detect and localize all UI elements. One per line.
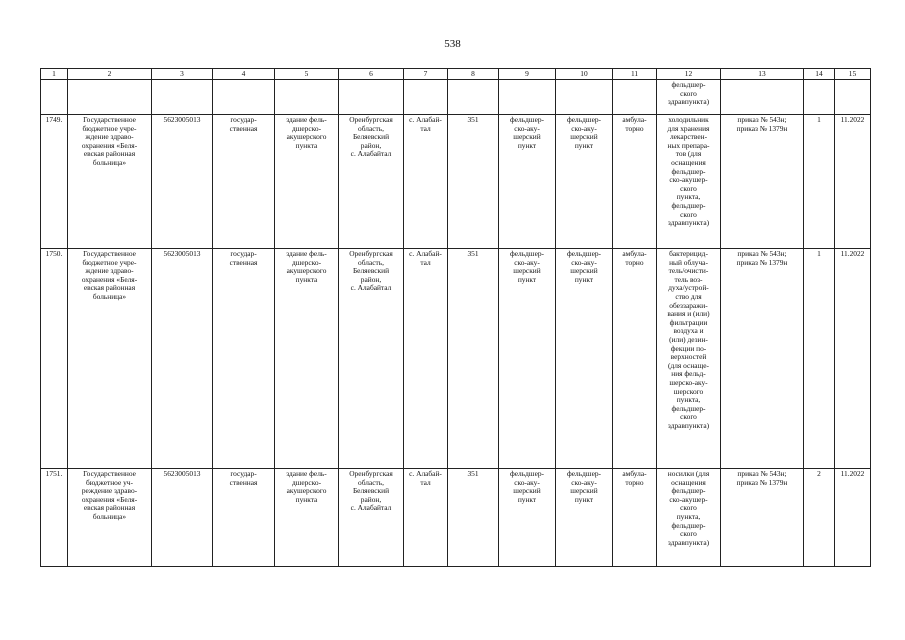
division: фельдшер- ско-аку- шерский пункт bbox=[499, 249, 556, 469]
table-row bbox=[41, 249, 871, 469]
table-row bbox=[41, 469, 871, 567]
empty-cell bbox=[68, 80, 152, 115]
empty-cell bbox=[613, 80, 657, 115]
row-number: 1750. bbox=[41, 249, 68, 469]
empty-cell bbox=[721, 80, 804, 115]
column-number: 1 bbox=[41, 69, 68, 80]
column-number: 7 bbox=[404, 69, 448, 80]
care-type: амбула- торно bbox=[613, 249, 657, 469]
order-reference: приказ № 543н; приказ № 1379н bbox=[721, 469, 804, 567]
building-type: здание фель- дшерско- акушерского пункта bbox=[275, 115, 339, 249]
care-type: амбула- торно bbox=[613, 115, 657, 249]
empty-cell bbox=[404, 80, 448, 115]
order-reference: приказ № 543н; приказ № 1379н bbox=[721, 249, 804, 469]
code: 351 bbox=[448, 249, 499, 469]
ownership-form: государ- ственная bbox=[213, 469, 275, 567]
empty-cell bbox=[448, 80, 499, 115]
tax-id: 5623005013 bbox=[152, 469, 213, 567]
quantity: 1 bbox=[804, 115, 835, 249]
organization-name: Государственное бюджетное учре- ждение здраво- охранения «Беля- евская районная больница» bbox=[68, 249, 152, 469]
column-number: 11 bbox=[613, 69, 657, 80]
empty-cell bbox=[213, 80, 275, 115]
column-number: 12 bbox=[657, 69, 721, 80]
equipment: носилки (для оснащения фельдшер- ско-акушер- ского пункта, фельдшер- ского здравпункта) bbox=[657, 469, 721, 567]
quantity: 1 bbox=[804, 249, 835, 469]
empty-cell bbox=[339, 80, 404, 115]
column-number: 14 bbox=[804, 69, 835, 80]
date: 11.2022 bbox=[835, 469, 871, 567]
settlement: с. Алабай- тал bbox=[404, 469, 448, 567]
division: фельдшер- ско-аку- шерский пункт bbox=[499, 115, 556, 249]
register-table bbox=[40, 68, 871, 567]
quantity: 2 bbox=[804, 469, 835, 567]
organization-name: Государственное бюджетное уч- реждение здраво- охранения «Беля- евская районная больница» bbox=[68, 469, 152, 567]
date: 11.2022 bbox=[835, 249, 871, 469]
page-number: 538 bbox=[444, 38, 461, 50]
ownership-form: государ- ственная bbox=[213, 115, 275, 249]
settlement: с. Алабай- тал bbox=[404, 249, 448, 469]
care-type: амбула- торно bbox=[613, 469, 657, 567]
column-number: 2 bbox=[68, 69, 152, 80]
address: Оренбургская область, Беляевский район, с. Алабайтал bbox=[339, 469, 404, 567]
ownership-form: государ- ственная bbox=[213, 249, 275, 469]
code: 351 bbox=[448, 469, 499, 567]
tax-id: 5623005013 bbox=[152, 115, 213, 249]
date: 11.2022 bbox=[835, 115, 871, 249]
equipment-continuation-cell: фельдшер- ского здравпункта) bbox=[657, 80, 721, 115]
table-row bbox=[41, 115, 871, 249]
empty-cell bbox=[835, 80, 871, 115]
empty-cell bbox=[804, 80, 835, 115]
settlement: с. Алабай- тал bbox=[404, 115, 448, 249]
empty-cell bbox=[152, 80, 213, 115]
unit: фельдшер- ско-аку- шерский пункт bbox=[556, 469, 613, 567]
empty-cell bbox=[275, 80, 339, 115]
order-reference: приказ № 543н; приказ № 1379н bbox=[721, 115, 804, 249]
column-number: 13 bbox=[721, 69, 804, 80]
building-type: здание фель- дшерско- акушерского пункта bbox=[275, 249, 339, 469]
unit: фельдшер- ско-аку- шерский пункт bbox=[556, 249, 613, 469]
empty-cell bbox=[499, 80, 556, 115]
column-number: 10 bbox=[556, 69, 613, 80]
code: 351 bbox=[448, 115, 499, 249]
column-number: 8 bbox=[448, 69, 499, 80]
division: фельдшер- ско-аку- шерский пункт bbox=[499, 469, 556, 567]
continuation-row bbox=[41, 80, 871, 115]
address: Оренбургская область, Беляевский район, с. Алабайтал bbox=[339, 249, 404, 469]
column-number: 4 bbox=[213, 69, 275, 80]
building-type: здание фель- дшерско- акушерского пункта bbox=[275, 469, 339, 567]
row-number: 1751. bbox=[41, 469, 68, 567]
equipment: бактерицид- ный облуча- тель/очисти- тель воз- духа/устрой- ство для обеззаражи- вания и (или) фильтрации воздуха и (или) дезин- фекции по- верхностей (для оснаще- ния фельд- шерско-аку- шерского пункта, фельдшер- ского здравпункта) bbox=[657, 249, 721, 469]
column-number: 9 bbox=[499, 69, 556, 80]
empty-cell bbox=[556, 80, 613, 115]
row-number: 1749. bbox=[41, 115, 68, 249]
column-number-header bbox=[41, 69, 871, 80]
equipment: холодильник для хранения лекарствен- ных препара- тов (для оснащения фельдшер- ско-акушер- ского пункта, фельдшер- ского здравпункта) bbox=[657, 115, 721, 249]
unit: фельдшер- ско-аку- шерский пункт bbox=[556, 115, 613, 249]
tax-id: 5623005013 bbox=[152, 249, 213, 469]
empty-cell bbox=[41, 80, 68, 115]
column-number: 6 bbox=[339, 69, 404, 80]
organization-name: Государственное бюджетное учре- ждение здраво- охранения «Беля- евская районная больница» bbox=[68, 115, 152, 249]
column-number: 3 bbox=[152, 69, 213, 80]
column-number: 5 bbox=[275, 69, 339, 80]
address: Оренбургская область, Беляевский район, с. Алабайтал bbox=[339, 115, 404, 249]
column-number: 15 bbox=[835, 69, 871, 80]
